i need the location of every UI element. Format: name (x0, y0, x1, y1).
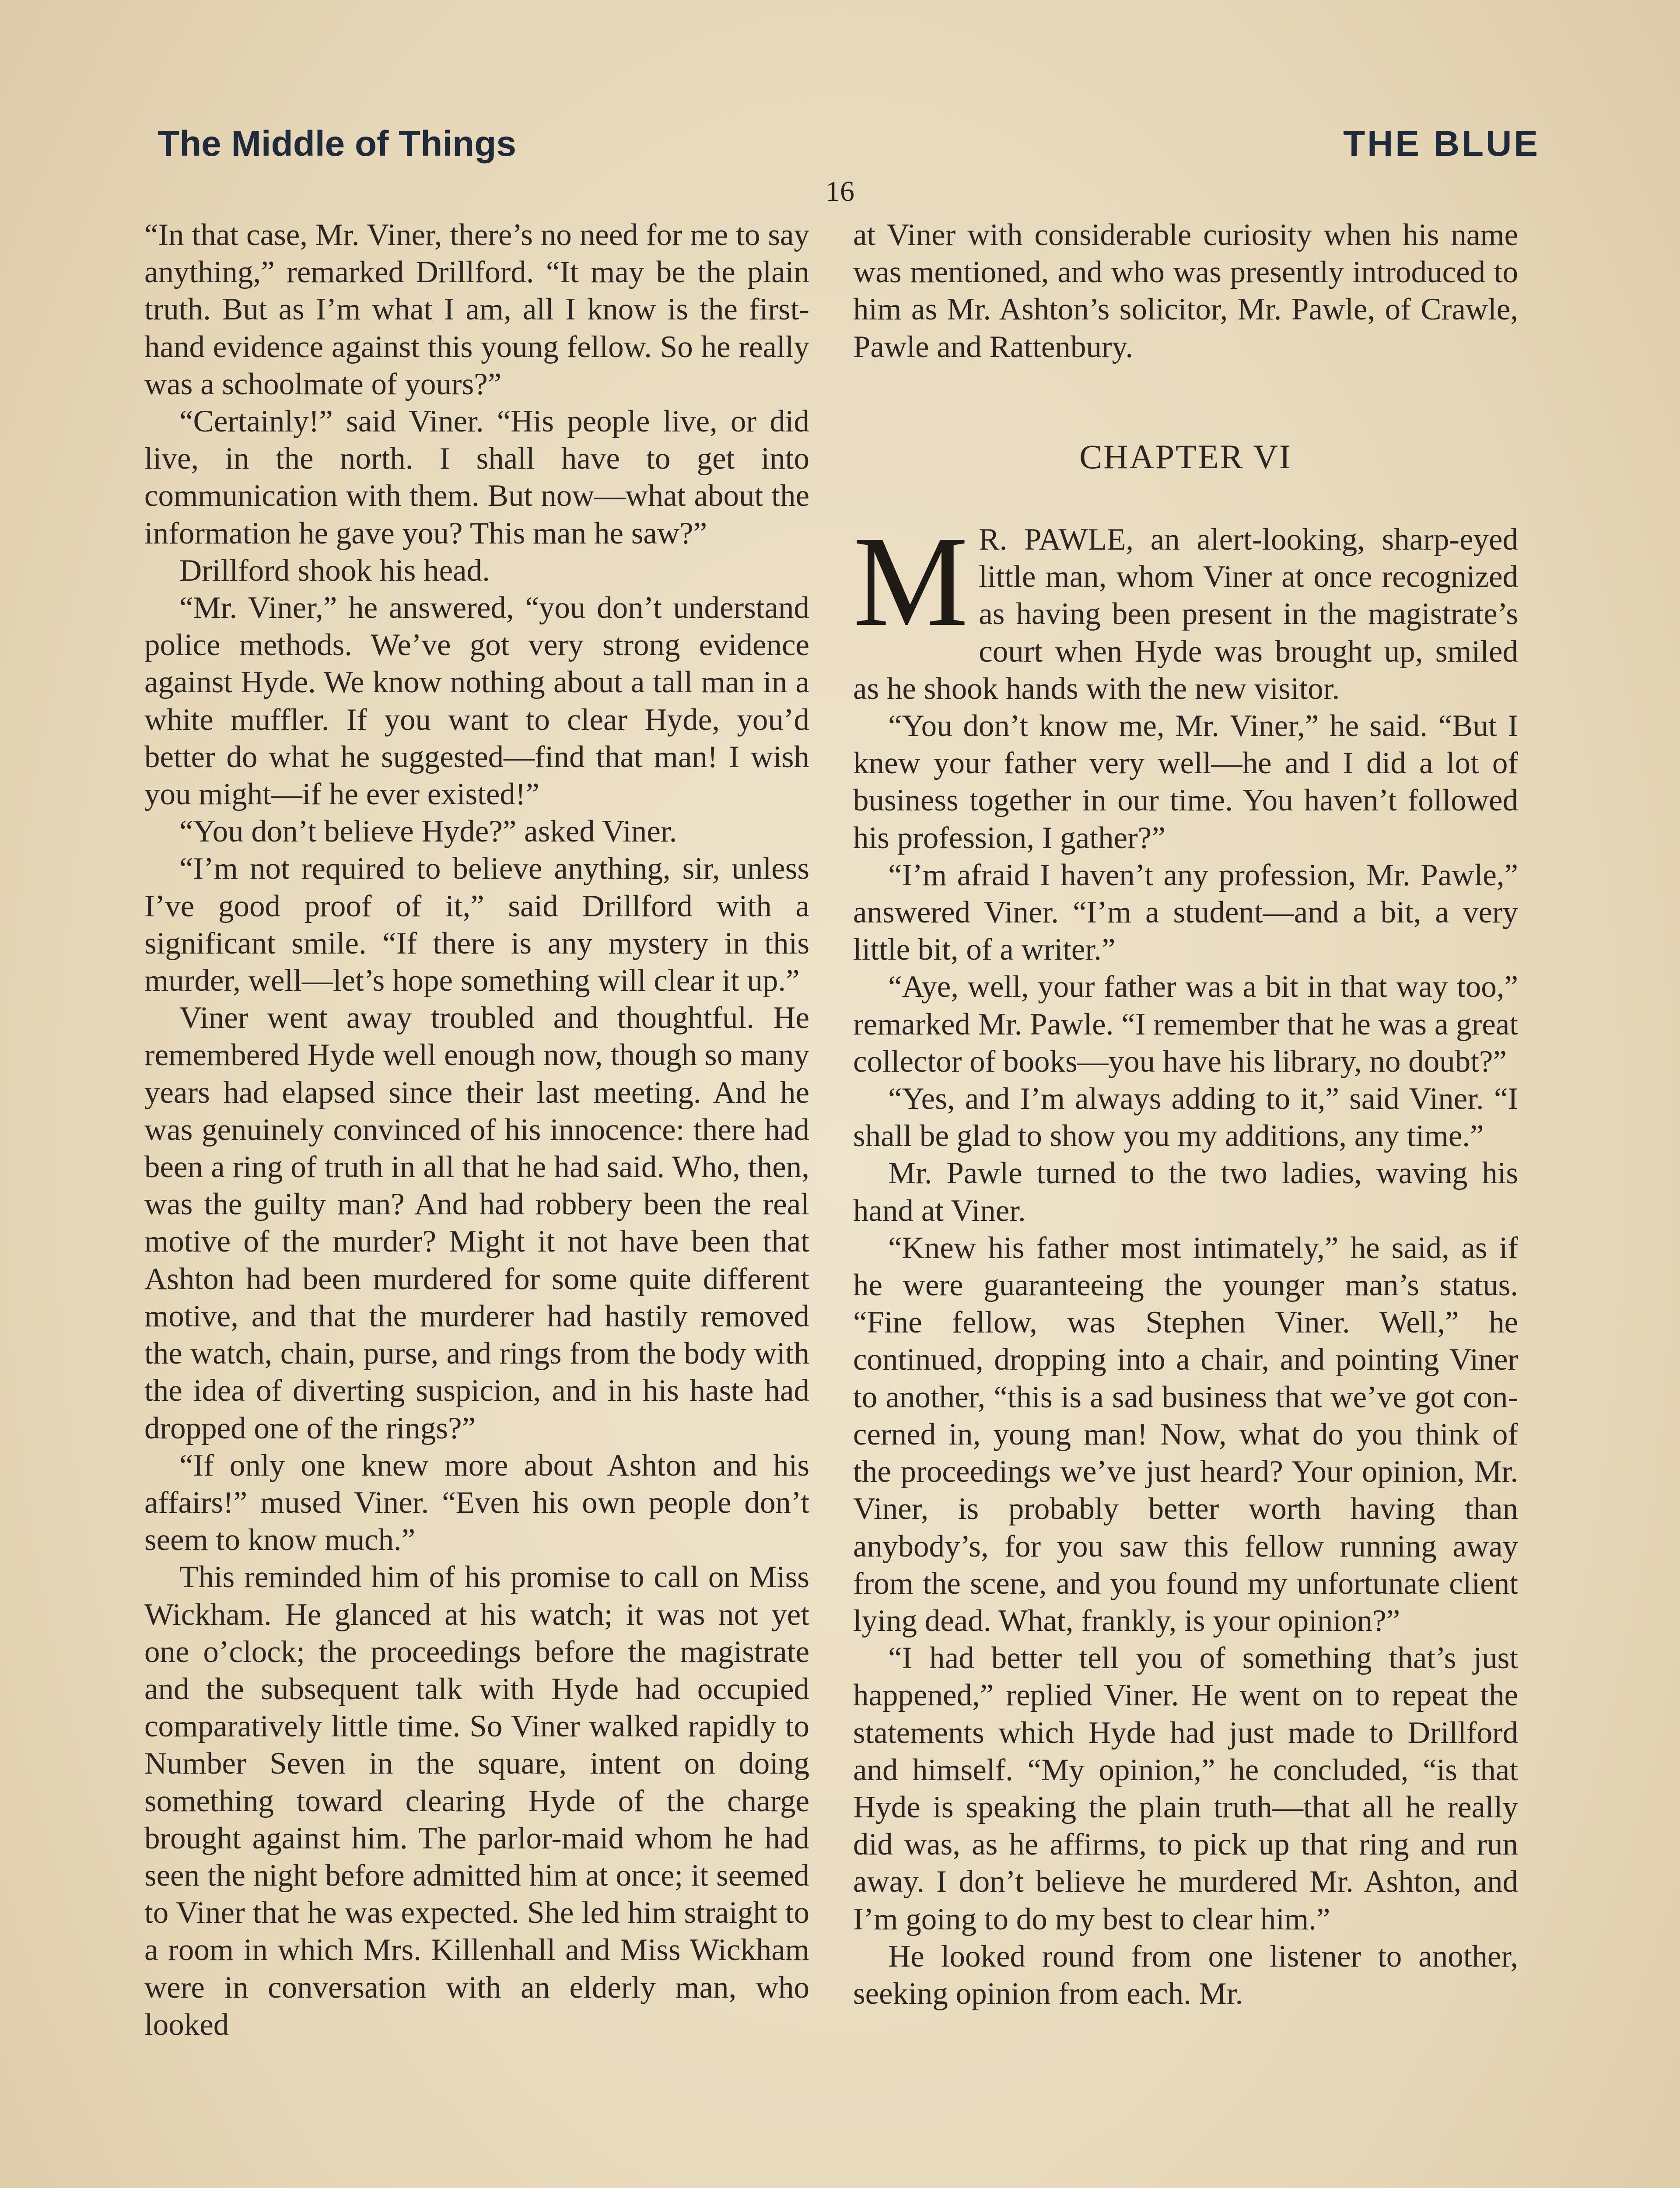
paragraph: “Mr. Viner,” he answered, “you don’t understand police methods. We’ve got very strong evidence against Hyde. We know nothing about a tall man in a white muffler. If you want to clear Hyde, you’d better do what he suggested—find that man! I wish you might—if he ever existed!” (144, 591, 809, 812)
running-head (158, 123, 1540, 176)
paragraph: Viner went away troubled and thoughtful. He remembered Hyde well enough now, though so many years had elapsed since their last meeting. And he was genuinely convinced of his innocence: there had been a ring of truth in all that he had said. Who, then, was the guilty man? And had robbery been the real motive of the murder? Might it not have been that Ashton had been murdered for some quite different motive, and that the murderer had hastily removed the watch, chain, purse, and rings from the body with the idea of diverting suspicion, and in his haste had dropped one of the rings?” (144, 1001, 809, 1445)
paragraph: “Knew his father most intimately,” he said, as if he were guaranteeing the younger man’s status. “Fine fellow, was Stephen Viner. Well,” he continued, dropping into a chair, and pointing Viner to another, “this is a sad business that we’ve got concerned in, young man! Now, what do you think of the proceedings we’ve just heard? Your opinion, Mr. Viner, is probably better worth having than anybody’s, for you saw this fellow running away from the scene, and you found my unfortunate client lying dead. What, frankly, is your opinion?” (853, 1231, 1518, 1638)
paragraph: “I had better tell you of something that’s just happened,” replied Viner. He went on to repeat the statements which Hyde had just made to Drillford and himself. “My opinion,” he concluded, “is that Hyde is speaking the plain truth—that all he really did was, as he affirms, to pick up that ring and run away. I don’t believe he murdered Mr. Ashton, and I’m going to do my best to clear him.” (853, 1641, 1518, 1936)
paragraph: “You don’t believe Hyde?” asked Viner. (179, 814, 677, 849)
left-column (144, 217, 809, 2188)
chapter-heading: CHAPTER VI (1079, 437, 1292, 476)
page-number: 16 (826, 175, 854, 207)
paragraph: Mr. Pawle turned to the two ladies, waving his hand at Viner. (853, 1156, 1518, 1228)
paragraph: “Yes, and I’m always adding to it,” said Viner. “I shall be glad to show you my additions, any time.” (853, 1082, 1518, 1154)
paragraph: “Certainly!” said Viner. “His people live, or did live, in the north. I shall have to get into communication with them. But now—what about the information he gave you? This man he saw?” (144, 404, 809, 551)
continued-paragraph: at Viner with considerable curiosity when his name was mentioned, and who was presently introduced to him as Mr. Ashton’s solicitor, Mr. Pawle, of Crawle, Pawle and Rattenbury. (853, 218, 1518, 364)
paragraph: “In that case, Mr. Viner, there’s no need for me to say anything,” remarked Drillford. “It may be the plain truth. But as I’m what I am, all I know is the first-hand evidence against this young fellow. So he really was a schoolmate of yours?” (144, 218, 809, 401)
paragraph: This reminded him of his promise to call on Miss Wickham. He glanced at his watch; it was not yet one o’clock; the proceedings before the magistrate and the subsequent talk with Hyde had occupied comparatively little time. So Viner walked rapidly to Number Seven in the square, intent on doing something toward clearing Hyde of the charge brought against him. The parlor-maid whom he had seen the night before admitted him at once; it seemed to Viner that he was expected. She led him straight to a room in which Mrs. Killenhall and Miss Wickham were in conversation with an elderly man, who looked (144, 1560, 809, 2042)
paragraph: “Aye, well, your father was a bit in that way too,” remarked Mr. Pawle. “I remember that he was a great collector of books—you have his library, no doubt?” (853, 970, 1518, 1079)
drop-cap: M (853, 510, 969, 654)
story-title: The Middle of Things (158, 124, 516, 164)
paragraph: He looked round from one listener to another, seeking opinion from each. Mr. (853, 1939, 1518, 2011)
right-column (853, 217, 1518, 2188)
chapter-opening-paragraph (853, 510, 1518, 708)
magazine-title: THE BLUE (1343, 124, 1540, 164)
paragraph: “If only one knew more about Ashton and his affairs!” mused Viner. “Even his own people don’t seem to know much.” (144, 1448, 809, 1557)
paragraph: “I’m not required to believe anything, sir, unless I’ve good proof of it,” said Drillford with a significant smile. “If there is any mystery in this murder, well—let’s hope something will clear it up.” (144, 852, 809, 998)
paragraph: “I’m afraid I haven’t any profession, Mr. Pawle,” answered Viner. “I’m a student—and a bit, a very little bit, of a writer.” (853, 858, 1518, 967)
paragraph: Drillford shook his head. (179, 553, 490, 588)
opening-text: R. PAWLE, an alert-looking, sharp-eyed little man, whom Viner at once recognized as having been present in the magistrate’s court when Hyde was brought up, smiled as he shook hands with the new visitor. (853, 522, 1518, 706)
paragraph: “You don’t know me, Mr. Viner,” he said. “But I knew your father very well—he and I did a lot of business together in our time. You haven’t followed his profession, I gather?” (853, 709, 1518, 855)
